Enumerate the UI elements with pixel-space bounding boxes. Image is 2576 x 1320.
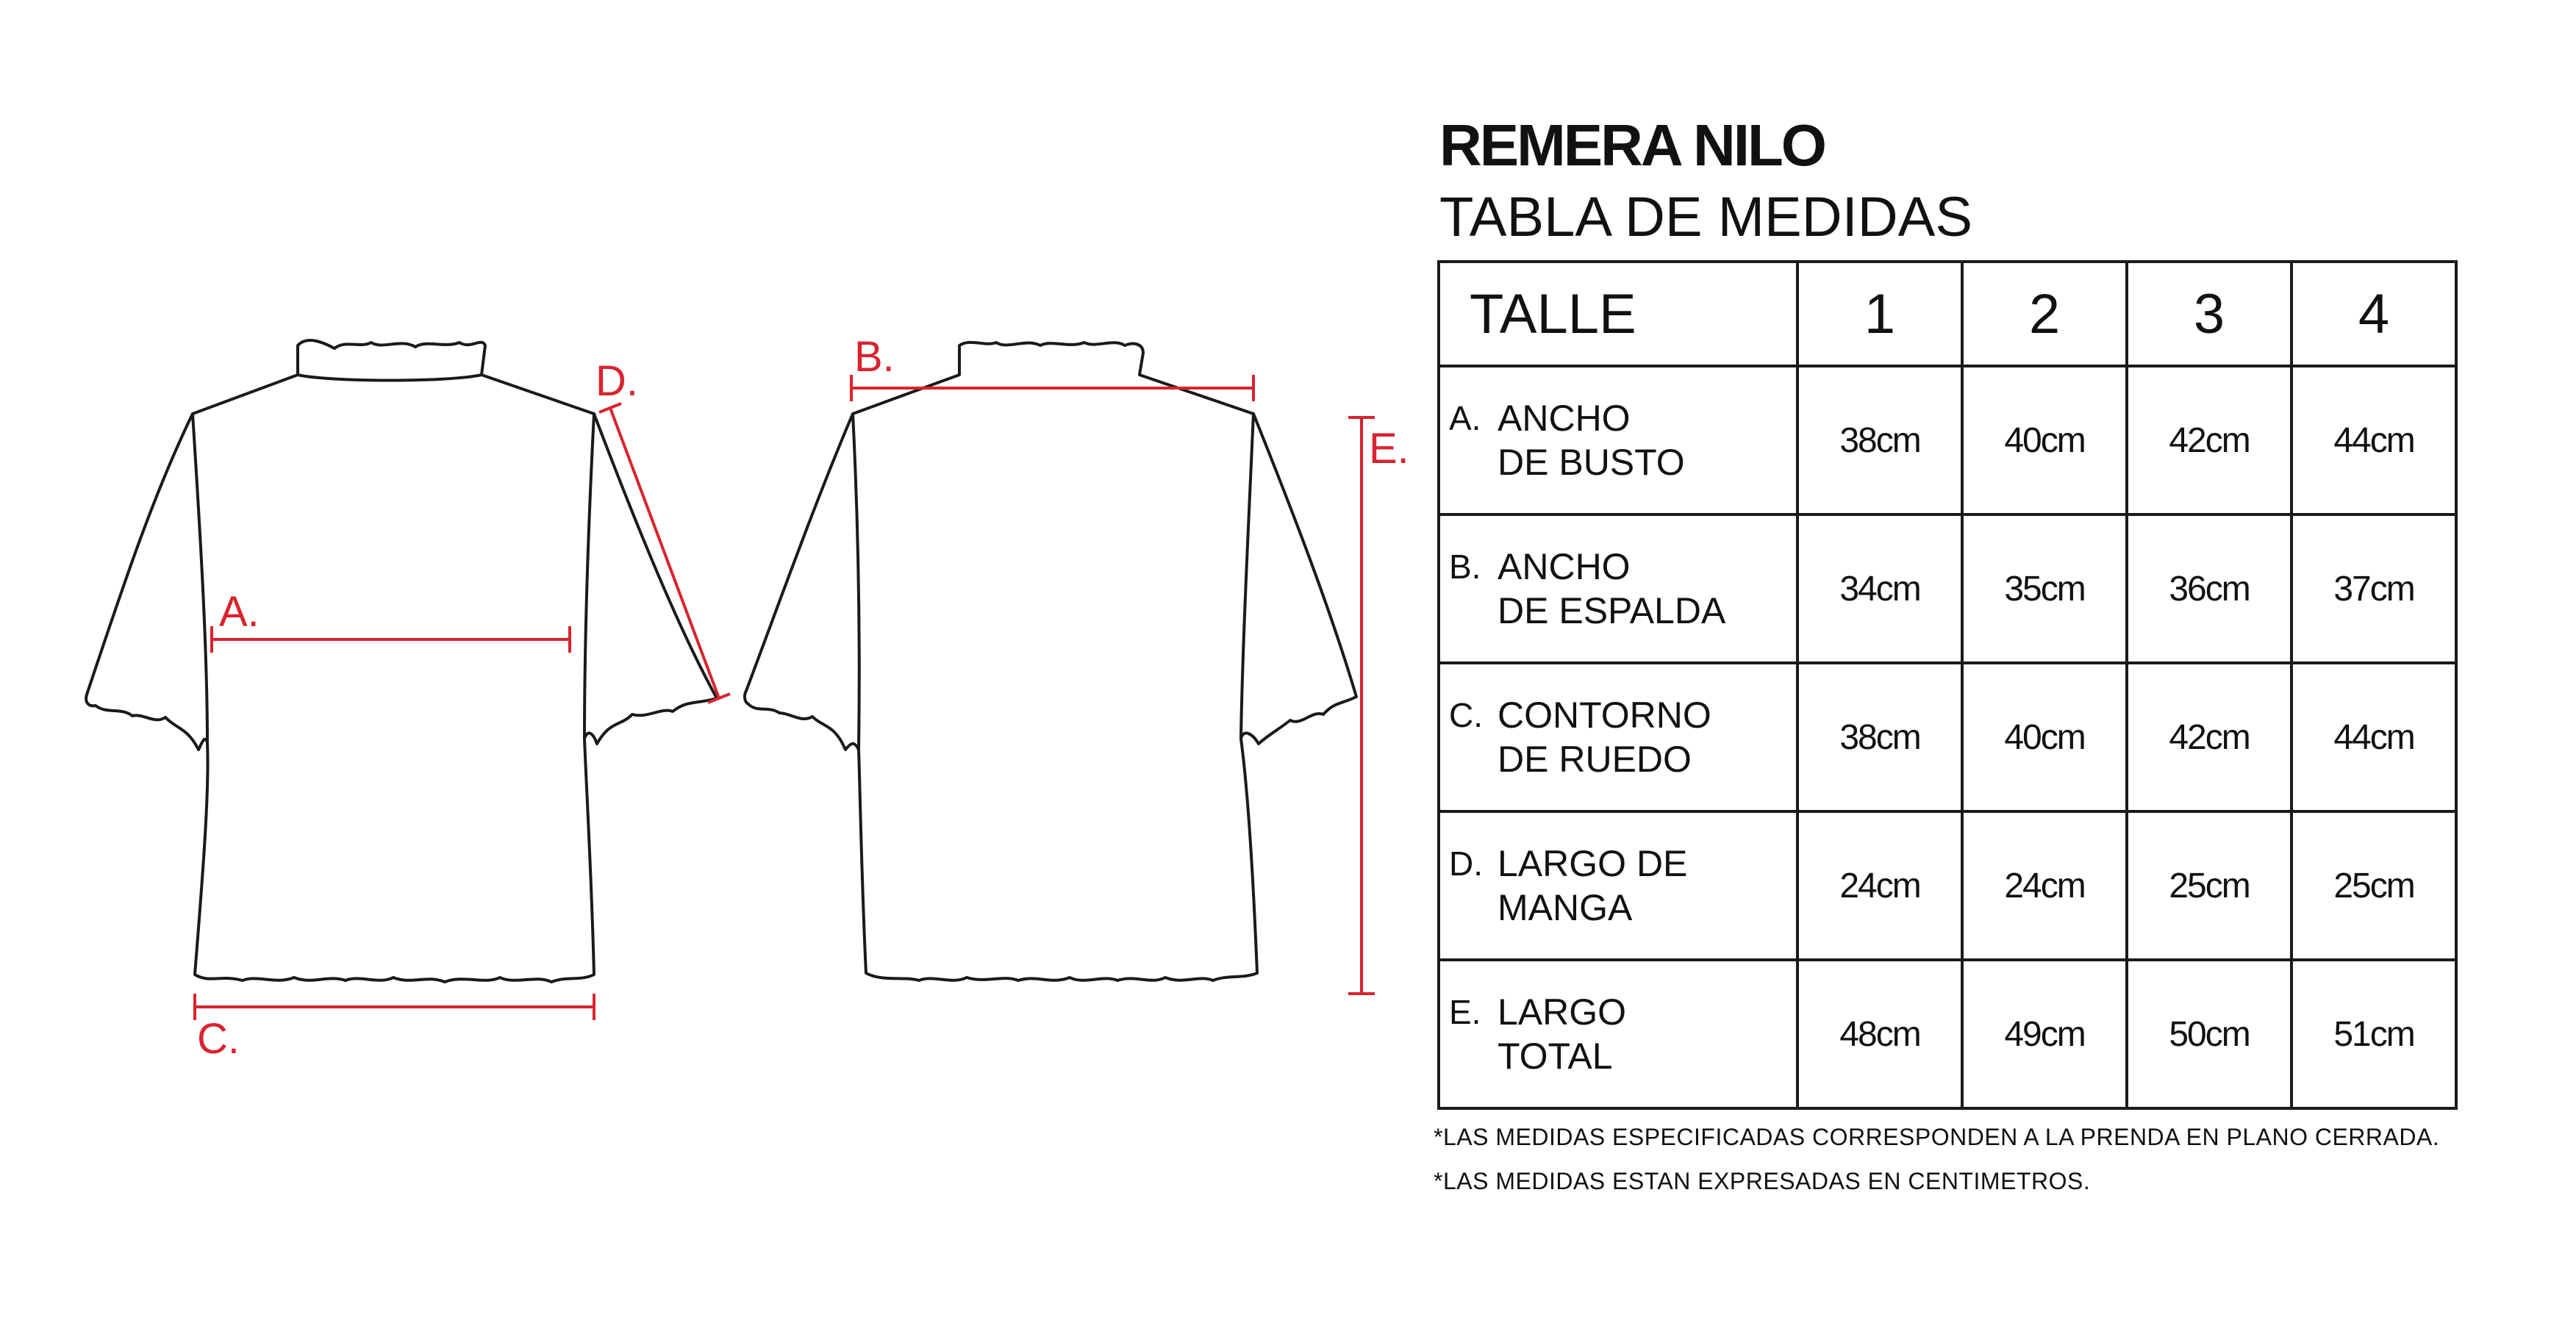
footnote-units: *LAS MEDIDAS ESTAN EXPRESADAS EN CENTIMETROS.	[1434, 1168, 2091, 1194]
measure-d	[595, 357, 730, 703]
value-cell: 35cm	[1962, 514, 2127, 663]
garment-back-view	[745, 342, 1356, 980]
product-title: REMERA NILO	[1439, 112, 1825, 178]
value-cell: 25cm	[2291, 811, 2456, 960]
front-collar-base	[298, 375, 482, 381]
back-body-outline	[745, 342, 1356, 980]
value-cell: 42cm	[2127, 663, 2291, 811]
value-cell: 36cm	[2127, 514, 2291, 663]
table-row	[1439, 366, 2456, 514]
talle-header: TALLE	[1439, 262, 1797, 366]
measurement-letter: A.	[1449, 399, 1481, 437]
value-cell: 42cm	[2127, 366, 2291, 514]
measurement-name-cell	[1439, 366, 1797, 514]
value-cell: 38cm	[1797, 366, 1962, 514]
measure-d-label: D.	[595, 357, 638, 405]
value-cell: 44cm	[2291, 663, 2456, 811]
measurement-name-cell	[1439, 663, 1797, 811]
value-cell: 37cm	[2291, 514, 2456, 663]
value-cell: 34cm	[1797, 514, 1962, 663]
measurement-name: LARGO DE MANGA	[1498, 843, 1688, 928]
value-cell: 38cm	[1797, 663, 1962, 811]
measurement-name-cell	[1439, 960, 1797, 1108]
table-subtitle: TABLA DE MEDIDAS	[1439, 186, 1973, 248]
value-cell: 24cm	[1797, 811, 1962, 960]
measurement-letter: E.	[1449, 993, 1481, 1031]
table-row	[1439, 514, 2456, 663]
measure-e-label: E.	[1369, 425, 1409, 473]
value-cell: 51cm	[2291, 960, 2456, 1108]
back-armhole-right	[1241, 414, 1253, 739]
measurement-letter: B.	[1449, 548, 1481, 586]
measurement-name: CONTORNO DE RUEDO	[1498, 695, 1711, 780]
measurement-letter: D.	[1449, 844, 1483, 883]
size-header-1: 1	[1797, 262, 1962, 366]
size-header-row	[1439, 262, 2456, 366]
size-chart-table	[1437, 260, 2458, 1110]
table-row	[1439, 811, 2456, 960]
measurement-name: LARGO TOTAL	[1498, 991, 1627, 1077]
measure-c-label: C.	[197, 1015, 240, 1063]
measurement-name: ANCHO DE ESPALDA	[1498, 546, 1726, 631]
measurement-name: ANCHO DE BUSTO	[1498, 398, 1685, 483]
value-cell: 50cm	[2127, 960, 2291, 1108]
front-armhole-right	[584, 414, 594, 739]
size-header-2: 2	[1962, 262, 2127, 366]
measure-e	[1348, 417, 1409, 994]
measure-c	[195, 994, 594, 1063]
size-header-4: 4	[2291, 262, 2456, 366]
value-cell: 40cm	[1962, 663, 2127, 811]
value-cell: 49cm	[1962, 960, 2127, 1108]
table-row	[1439, 663, 2456, 811]
measure-b-label: B.	[854, 333, 895, 381]
value-cell: 25cm	[2127, 811, 2291, 960]
footnote-flat-garment: *LAS MEDIDAS ESPECIFICADAS CORRESPONDEN A LA PRENDA EN PLANO CERRADA.	[1434, 1124, 2440, 1150]
measure-a	[212, 588, 570, 653]
value-cell: 40cm	[1962, 366, 2127, 514]
back-armhole-left	[853, 414, 859, 750]
front-armhole-left	[193, 414, 207, 742]
measurement-letter: C.	[1449, 696, 1483, 734]
table-row	[1439, 960, 2456, 1108]
value-cell: 24cm	[1962, 811, 2127, 960]
measurement-name-cell	[1439, 514, 1797, 663]
value-cell: 48cm	[1797, 960, 1962, 1108]
measurement-name-cell	[1439, 811, 1797, 960]
value-cell: 44cm	[2291, 366, 2456, 514]
measure-a-label: A.	[219, 588, 260, 636]
size-header-3: 3	[2127, 262, 2291, 366]
